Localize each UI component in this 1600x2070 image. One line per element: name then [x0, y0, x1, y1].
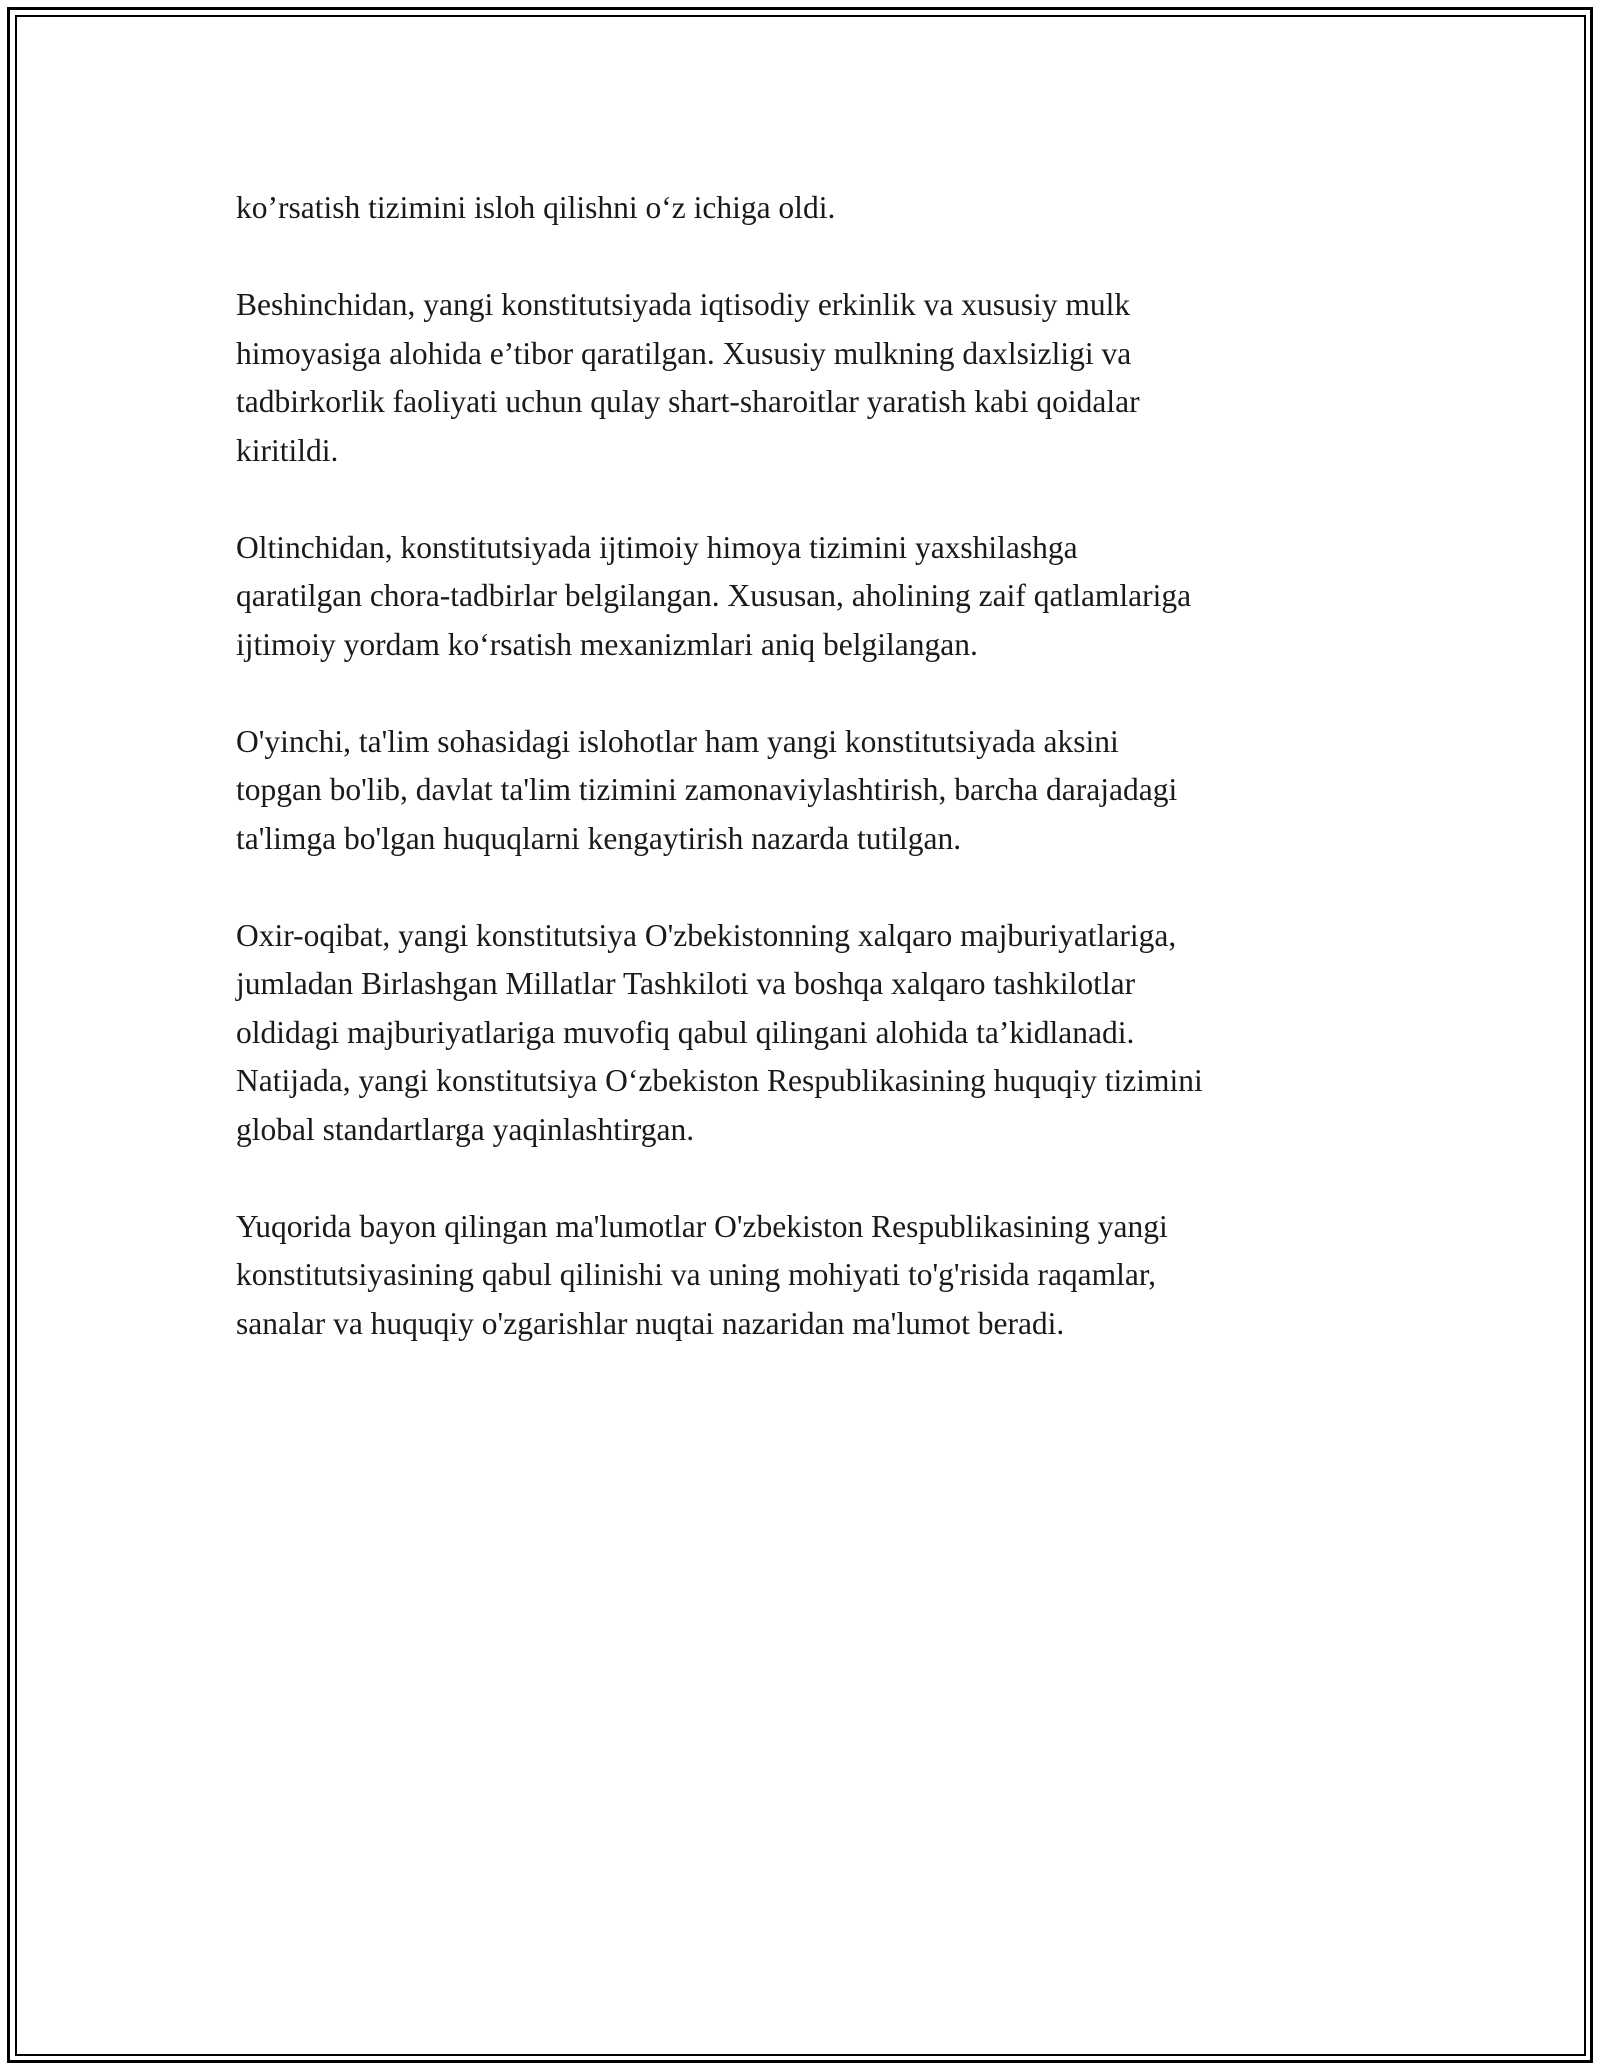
paragraph-fifth-point: Beshinchidan, yangi konstitutsiyada iqtisodiy erkinlik va xususiy mulk himoyasiga alohida e’tibor qaratilgan. Xususiy mulkning daxlsizligi va tadbirkorlik faoliyati uchun qulay shart-sharoitlar yaratish kabi qoidalar kiritildi. [236, 287, 1140, 468]
paragraph-sixth-point: Oltinchidan, konstitutsiyada ijtimoiy himoya tizimini yaxshilashga qaratilgan chora-tadbirlar belgilangan. Xususan, aholining zaif qatlamlariga ijtimoiy yordam ko‘rsatish mexanizmlari aniq belgilangan. [236, 529, 1192, 662]
document-body [236, 184, 1366, 1397]
paragraph-international-obligations: Oxir-oqibat, yangi konstitutsiya O'zbekistonning xalqaro majburiyatlariga, jumladan Birlashgan Millatlar Tashkiloti va boshqa xalqaro tashkilotlar oldidagi majburiyatlariga muvofiq qabul qilingani alohida ta’kidlanadi. Natijada, yangi konstitutsiya O‘zbekiston Respublikasining huquqiy tizimini global standartlarga yaqinlashtirgan. [236, 917, 1203, 1147]
paragraph-education-reforms: O'yinchi, ta'lim sohasidagi islohotlar ham yangi konstitutsiyada aksini topgan bo'lib, davlat ta'lim tizimini zamonaviylashtirish, barcha darajadagi ta'limga bo'lgan huquqlarni kengaytirish nazarda tutilgan. [236, 723, 1178, 856]
paragraph-continuation: ko’rsatish tizimini isloh qilishni o‘z ichiga oldi. [236, 190, 836, 225]
paragraph-summary: Yuqorida bayon qilingan ma'lumotlar O'zbekiston Respublikasining yangi konstitutsiyasining qabul qilinishi va uning mohiyati to'g'risida raqamlar, sanalar va huquqiy o'zgarishlar nuqtai nazaridan ma'lumot beradi. [236, 1208, 1168, 1341]
